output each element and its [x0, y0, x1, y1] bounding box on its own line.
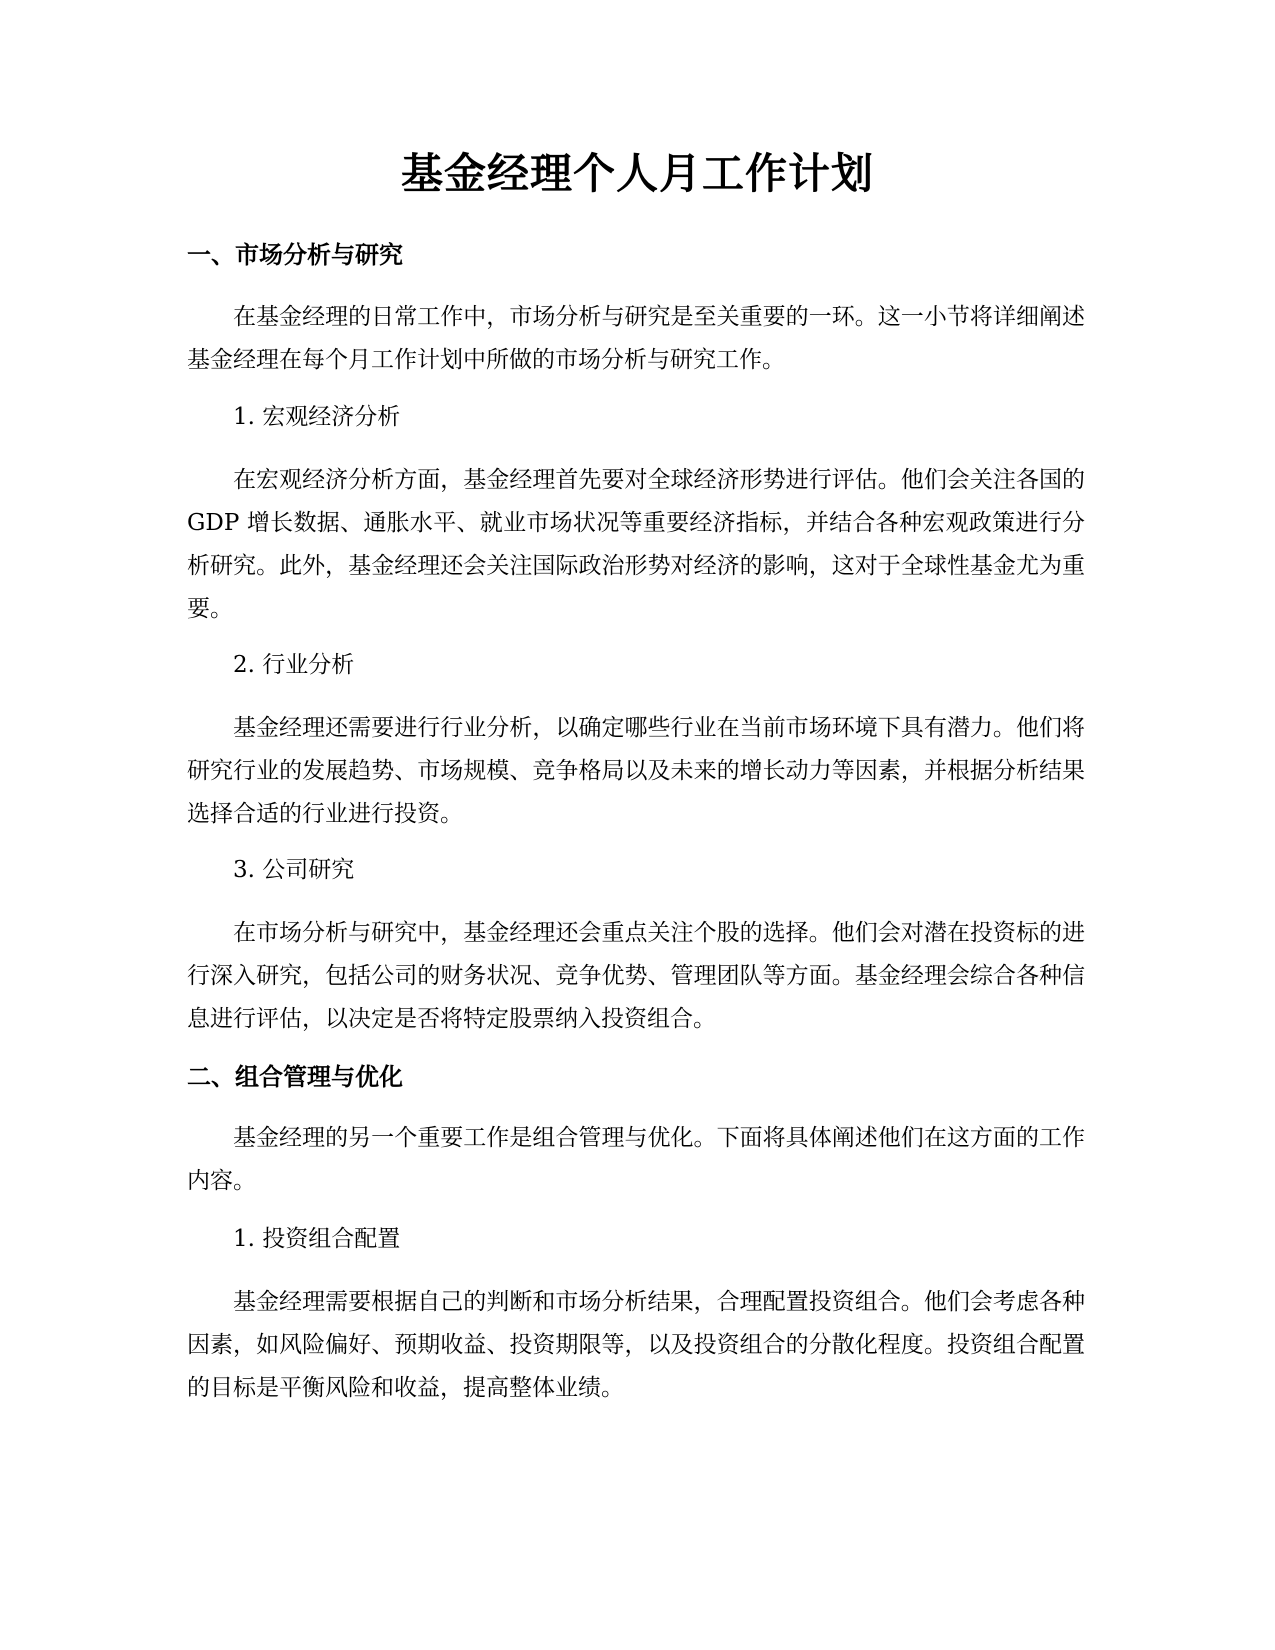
subheading-macro-economy: 1. 宏观经济分析 — [233, 404, 401, 430]
section-intro-portfolio-management: 基金经理的另一个重要工作是组合管理与优化。下面将具体阐述他们在这方面的工作内容。 — [187, 1125, 1085, 1194]
section-intro-market-analysis: 在基金经理的日常工作中，市场分析与研究是至关重要的一环。这一小节将详细阐述基金经理在每个月工作计划中所做的市场分析与研究工作。 — [187, 304, 1085, 373]
paragraph-macro-economy: 在宏观经济分析方面，基金经理首先要对全球经济形势进行评估。他们会关注各国的 GDP 增长数据、通胀水平、就业市场状况等重要经济指标，并结合各种宏观政策进行分析研究。此外，基金经理还会关注国际政治形势对经济的影响，这对于全球性基金尤为重要。 — [187, 467, 1085, 622]
subheading-company-research: 3. 公司研究 — [233, 857, 355, 883]
subheading-industry-analysis: 2. 行业分析 — [233, 652, 355, 678]
subheading-portfolio-allocation: 1. 投资组合配置 — [233, 1226, 401, 1252]
section-heading-portfolio-management: 二、组合管理与优化 — [187, 1063, 403, 1091]
section-heading-market-analysis: 一、市场分析与研究 — [187, 241, 403, 269]
paragraph-portfolio-allocation: 基金经理需要根据自己的判断和市场分析结果，合理配置投资组合。他们会考虑各种因素，如风险偏好、预期收益、投资期限等，以及投资组合的分散化程度。投资组合配置的目标是平衡风险和收益，提高整体业绩。 — [187, 1289, 1085, 1401]
page-title: 基金经理个人月工作计划 — [400, 149, 874, 198]
paragraph-industry-analysis: 基金经理还需要进行行业分析，以确定哪些行业在当前市场环境下具有潜力。他们将研究行业的发展趋势、市场规模、竞争格局以及未来的增长动力等因素，并根据分析结果选择合适的行业进行投资。 — [187, 715, 1085, 827]
paragraph-company-research: 在市场分析与研究中，基金经理还会重点关注个股的选择。他们会对潜在投资标的进行深入研究，包括公司的财务状况、竞争优势、管理团队等方面。基金经理会综合各种信息进行评估，以决定是否将特定股票纳入投资组合。 — [187, 920, 1085, 1032]
